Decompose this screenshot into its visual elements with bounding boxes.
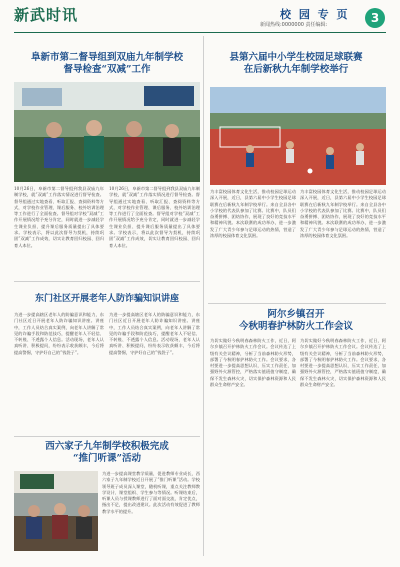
article-4-headline — [206, 309, 386, 333]
section-title: 校 园 专 页 — [280, 8, 350, 21]
article-5-body: 为进一步提高课堂教学质量，促进教师专业成长，西六家子九年制学校近日开展了“推门听课”活动。学校领导班子成员深入课堂，随机听课，重点关注教师教学设计、课堂组织、学生参与等情况。听课结束后，听课人员与授课教师进行了面对面交流，肯定优点，指出不足，提出改进建议。此次活动有效促进了教师教学水平的提升。 — [102, 471, 200, 514]
article-2-body-col2: 为丰富校园体育文化生活，推动校园足球运动深入开展，近日，县第六届中小学生校园足球联赛在后新秋九年制学校举行。来自全县各中小学校的代表队参加了比赛。比赛中，队员们奋勇拼搏、团结协作，展现了良好的竞技水平和精神风貌。本次联赛的成功举办，进一步激发了广大青少年参与足球运动的热情，营造了浓厚的校园体育文化氛围。 — [300, 189, 386, 239]
article-1-headline — [14, 52, 200, 76]
article-5-headline-line1: 西六家子九年制学校积极完成 — [45, 441, 169, 452]
page-number-badge: 3 — [365, 8, 385, 28]
classroom-photo — [14, 82, 200, 182]
masthead — [0, 0, 400, 32]
article-4-body-col1: 为切实做好今秋明春森林防火工作，近日，阿尔乡镇召开护林防火工作会议。会议传达了上级有关会议精神，分析了当前森林防火形势，部署了今秋明春护林防火工作。会议要求，各村要进一步提高思想认识，压实工作责任，加强野外火源管控，严格落实值班值守制度，确保不发生森林火灾，切实保护森林资源和人民群众生命财产安全。 — [210, 338, 296, 388]
article-4-headline-line1: 阿尔乡镇召开 — [267, 309, 325, 320]
article-3-headline: 东门社区开展老年人防诈骗知识讲座 — [34, 294, 179, 304]
article-2-headline-line1: 县第六届中小学生校园足球联赛 — [229, 52, 363, 63]
football-match-photo — [210, 87, 386, 185]
article-2-headline-line2: 在后新秋九年制学校举行 — [243, 64, 349, 75]
article-1-body-col1: 10月26日，阜新市第二督导组到我县双庙九年制学校，就“双减”工作落实情况进行督导检查。督导组通过实地查看、听取汇报、查阅资料等方式，对学校作业管理、课后服务、校外培训治理等工作进行了全面检查。督导组对学校“双减”工作开展情况给予充分肯定，同时就进一步减轻学生课业负担、提升课后服务质量提出了具体要求。学校表示，将以此次督导为契机，持续巩固“双减”工作成效，切实让教育回归校园、回归育人本位。 — [14, 186, 104, 248]
hotline-line: 新闻热线:0000000 责任编辑: — [260, 22, 328, 28]
article-3-body-col2: 为进一步提高辖区老年人的防骗意识和能力，东门社区近日开展老年人防诈骗知识讲座。讲座中，工作人员结合真实案例，向老年人讲解了常见的诈骗手段和防范技巧，提醒老年人不轻信、不转账、不透露个人信息。活动现场，老年人认真听讲、积极提问，纷纷表示收获颇丰，今后将提高警惕，守护好自己的“钱袋子”。 — [109, 312, 200, 355]
classroom-listening-photo — [14, 471, 98, 551]
article-2-body-col1: 为丰富校园体育文化生活，推动校园足球运动深入开展，近日，县第六届中小学生校园足球联赛在后新秋九年制学校举行。来自全县各中小学校的代表队参加了比赛。比赛中，队员们奋勇拼搏、团结协作，展现了良好的竞技水平和精神风貌。本次联赛的成功举办，进一步激发了广大青少年参与足球运动的热情，营造了浓厚的校园体育文化氛围。 — [210, 189, 296, 239]
article-1-photo — [14, 82, 200, 182]
masthead-rule — [14, 32, 386, 33]
article-1-body-col2: 10月26日，阜新市第二督导组到我县双庙九年制学校，就“双减”工作落实情况进行督导检查。督导组通过实地查看、听取汇报、查阅资料等方式，对学校作业管理、课后服务、校外培训治理等工作进行了全面检查。督导组对学校“双减”工作开展情况给予充分肯定，同时就进一步减轻学生课业负担、提升课后服务质量提出了具体要求。学校表示，将以此次督导为契机，持续巩固“双减”工作成效，切实让教育回归校园、回归育人本位。 — [109, 186, 200, 248]
article-4-body-col2: 为切实做好今秋明春森林防火工作，近日，阿尔乡镇召开护林防火工作会议。会议传达了上级有关会议精神，分析了当前森林防火形势，部署了今秋明春护林防火工作。会议要求，各村要进一步提高思想认识，压实工作责任，加强野外火源管控，严格落实值班值守制度，确保不发生森林火灾，切实保护森林资源和人民群众生命财产安全。 — [300, 338, 386, 388]
article-2-headline — [206, 52, 386, 76]
column-divider — [203, 36, 204, 556]
article-1-headline-line1: 阜新市第二督导组到双庙九年制学校 — [30, 52, 183, 63]
article-5-headline-line2: “推门听课”活动 — [73, 453, 141, 464]
article-1-headline-line2: 督导检查“双减”工作 — [63, 64, 151, 75]
article-4-headline-line2: 今秋明春护林防火工作会议 — [238, 321, 353, 332]
article-5-headline — [14, 441, 200, 465]
section-divider — [14, 281, 200, 282]
article-3-body-col1: 为进一步提高辖区老年人的防骗意识和能力，东门社区近日开展老年人防诈骗知识讲座。讲座中，工作人员结合真实案例，向老年人讲解了常见的诈骗手段和防范技巧，提醒老年人不轻信、不转账、不透露个人信息。活动现场，老年人认真听讲、积极提问，纷纷表示收获颇丰，今后将提高警惕，守护好自己的“钱袋子”。 — [14, 312, 104, 355]
section-divider — [14, 436, 200, 437]
newspaper-title: 新武时讯 — [14, 6, 79, 24]
article-5-photo — [14, 471, 98, 551]
article-2-photo — [210, 87, 386, 185]
section-divider — [208, 303, 386, 304]
